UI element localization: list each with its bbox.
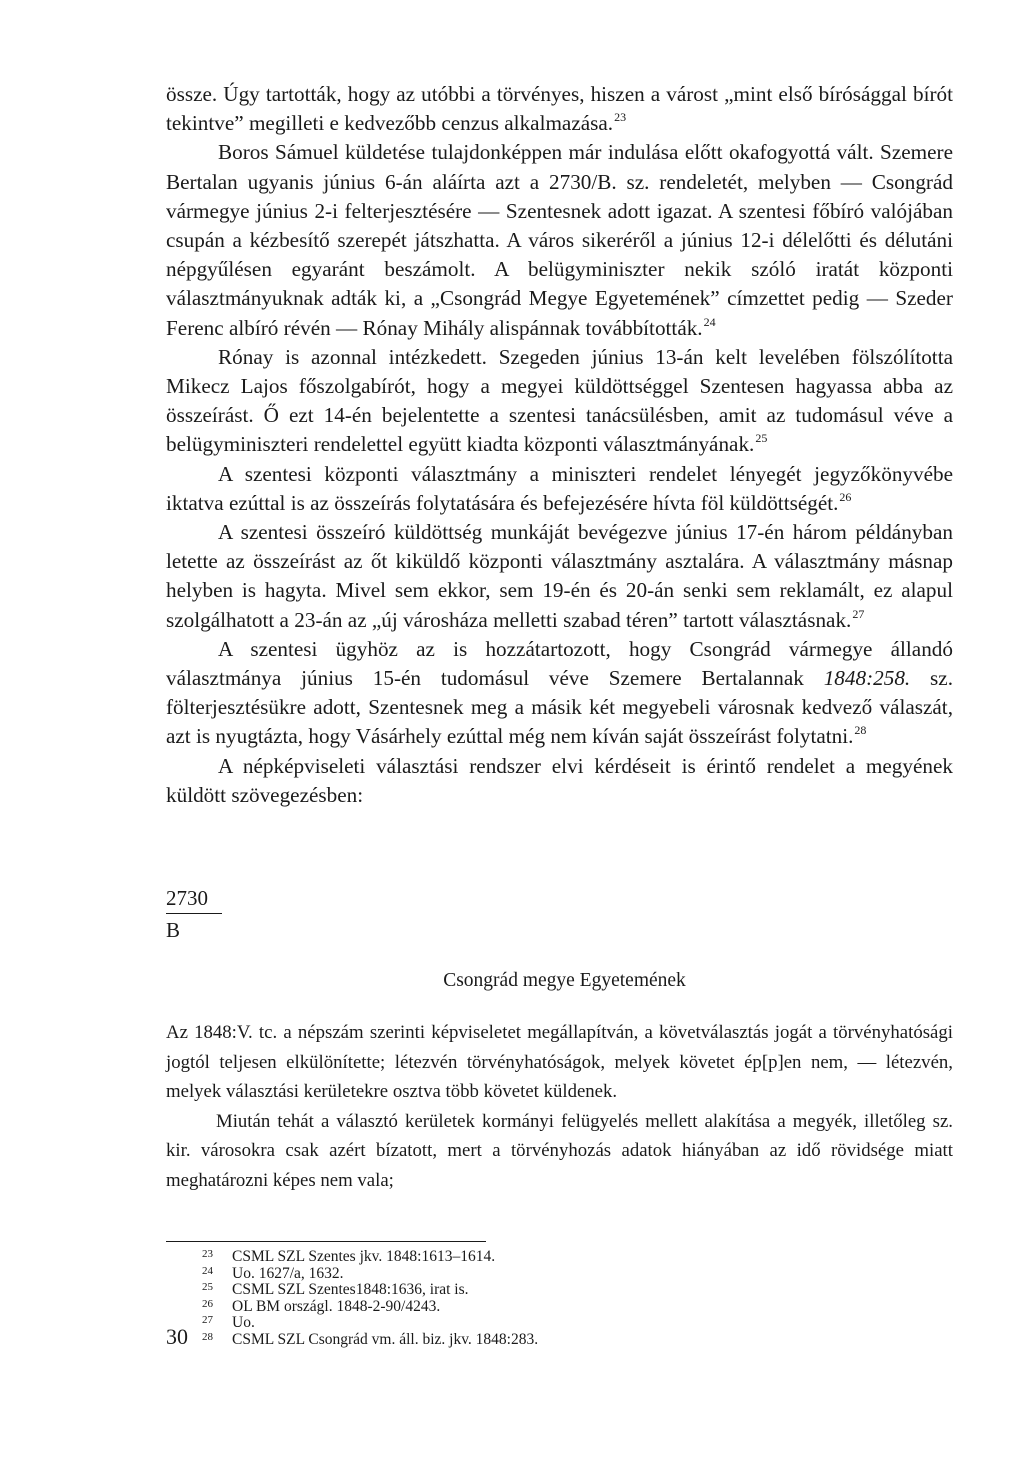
document-number-letter: B bbox=[166, 918, 181, 943]
paragraph-6 bbox=[166, 635, 953, 752]
footnote-number: 23 bbox=[202, 1248, 213, 1261]
footnotes bbox=[166, 1249, 953, 1349]
page-body bbox=[166, 80, 953, 1349]
paragraph-2-text: Boros Sámuel küldetése tulajdonképpen már indulása előtt okafogyottá vált. Szemere Bertalan ugyanis június 6-án aláírta azt a 2730/B. sz. rendeletét, melyben — Csongrád vármegye június 2-i felterjesztésére — Szentesnek adott igazat. A szentesi főbíró valójában csupán a kézbesítő szerepét játszhatta. A város sikeréről a június 12-i délelőtti és délutáni népgyűlésen egyaránt beszámolt. A belügyminiszter nekik szóló iratát központi választmányuknak adták ki, a „Csongrád Megye Egyetemének” címzettet pedig — Szeder Ferenc albíró révén — Rónay Mihály alispánnak továbbították. bbox=[166, 140, 953, 340]
paragraph-6-text-a: A szentesi ügyhöz az is hozzátartozott, hogy Csongrád vármegye állandó választmánya június 15-én tudomásul véve Szemere Bertalannak bbox=[166, 636, 953, 691]
footnote-number: 27 bbox=[202, 1314, 213, 1327]
footnote-ref-23: 23 bbox=[614, 110, 627, 125]
paragraph-7-text: A népképviseleti választási rendszer elvi kérdéseit is érintő rendelet a megyének küldött szövegezésben: bbox=[166, 753, 953, 807]
paragraph-5 bbox=[166, 518, 953, 635]
footnote-ref-24: 24 bbox=[703, 314, 716, 329]
footnote-text: Uo. bbox=[232, 1314, 255, 1332]
paragraph-4-text: A szentesi központi választmány a miniszteri rendelet lényegét jegyzőkönyvébe iktatva ezúttal is az összeírás folytatására és befejezésére hívta föl küldöttségét. bbox=[166, 461, 953, 515]
footnote-ref-28: 28 bbox=[854, 723, 867, 738]
paragraph-1-text: össze. Úgy tartották, hogy az utóbbi a törvényes, hiszen a várost „mint első bírósággal bírót tekintve” megilleti e kedvezőbb cenzus alkalmazása. bbox=[166, 82, 953, 136]
document-paragraph-1: Az 1848:V. tc. a népszám szerinti képviseletet megállapítván, a követválasztás jogát a törvényhatósági jogtól teljesen elkülönítette; létezvén törvényhatóságok, melyek követet ép[p]en nem, — létezvén, melyek választási kerületekre osztva több követet küldenek. bbox=[166, 1022, 953, 1103]
footnote-text: CSML SZL Szentes jkv. 1848:1613–1614. bbox=[232, 1248, 496, 1266]
footnote-number: 25 bbox=[202, 1281, 213, 1294]
footnote-number: 26 bbox=[202, 1297, 213, 1310]
footnote-ref-27: 27 bbox=[852, 606, 865, 621]
document-paragraph-2: Miután tehát a választó kerületek kormányi felügyelés mellett alakítása a megyék, illetőleg sz. kir. városokra csak azért bízatott, mert a törvényhozás adatok hiányában az idő rövidsége miatt meghatározni képes nem vala; bbox=[166, 1110, 953, 1191]
paragraph-1 bbox=[166, 80, 953, 138]
footnote-23 bbox=[202, 1249, 953, 1266]
paragraph-5-text: A szentesi összeíró küldöttség munkáját bevégezve június 17-én három példányban letette az összeírást az őt kiküldő központi választmány asztalára. A választmány másnap helyben is hagyta. Mivel sem ekkor, sem 19-én és 20-án senki sem reklamált, ez alapul szolgálhatott a 23-án az „új városháza melletti szabad téren” tartott választásnak. bbox=[166, 520, 953, 632]
footnote-ref-26: 26 bbox=[839, 489, 852, 504]
main-text bbox=[166, 80, 953, 810]
document-heading: Csongrád megye Egyetemének bbox=[443, 970, 686, 992]
paragraph-3 bbox=[166, 343, 953, 460]
paragraph-6-text-b: sz. fölterjesztésükre adott, Szentesnek meg a másik két megyebeli városnak kedvező válaszát, azt is nyugtázta, hogy Vásárhely ezúttal még nem kíván saját összeírást folytatni. bbox=[166, 666, 953, 749]
page-number: 30 bbox=[166, 1324, 188, 1349]
footnote-number: 24 bbox=[202, 1264, 213, 1277]
footnote-text: Uo. 1627/a, 1632. bbox=[232, 1264, 344, 1282]
footnote-27 bbox=[202, 1315, 953, 1332]
document-number bbox=[166, 884, 222, 944]
paragraph-4 bbox=[166, 460, 953, 518]
footnote-text: CSML SZL Szentes1848:1636, irat is. bbox=[232, 1281, 469, 1299]
footnote-24 bbox=[202, 1266, 953, 1283]
paragraph-6-reference: 1848:258. bbox=[823, 666, 911, 691]
footnote-text: OL BM országl. 1848-2-90/4243. bbox=[232, 1297, 441, 1315]
footnote-text: CSML SZL Csongrád vm. áll. biz. jkv. 1848:283. bbox=[232, 1331, 539, 1349]
paragraph-3-text: Rónay is azonnal intézkedett. Szegeden június 13-án kelt levelében fölszólította Mikecz Lajos főszolgabírót, hogy a megyei küldöttséggel Szentesen hagyassa abba az összeírást. Ő ezt 14-én bejelentette a szentesi tanácsülésben, amit az tudomásul véve a belügyminiszteri rendelettel együtt kiadta központi választmányának. bbox=[166, 344, 953, 457]
document-number-value: 2730 bbox=[166, 884, 222, 914]
footnote-28 bbox=[202, 1332, 953, 1349]
footnote-25 bbox=[202, 1282, 953, 1299]
footnote-ref-25: 25 bbox=[755, 431, 768, 446]
paragraph-7 bbox=[166, 752, 953, 810]
footnote-26 bbox=[202, 1299, 953, 1316]
footnote-divider bbox=[166, 1241, 486, 1242]
paragraph-2 bbox=[166, 138, 953, 342]
footnote-number: 28 bbox=[202, 1331, 213, 1344]
document-text bbox=[166, 1018, 953, 1195]
